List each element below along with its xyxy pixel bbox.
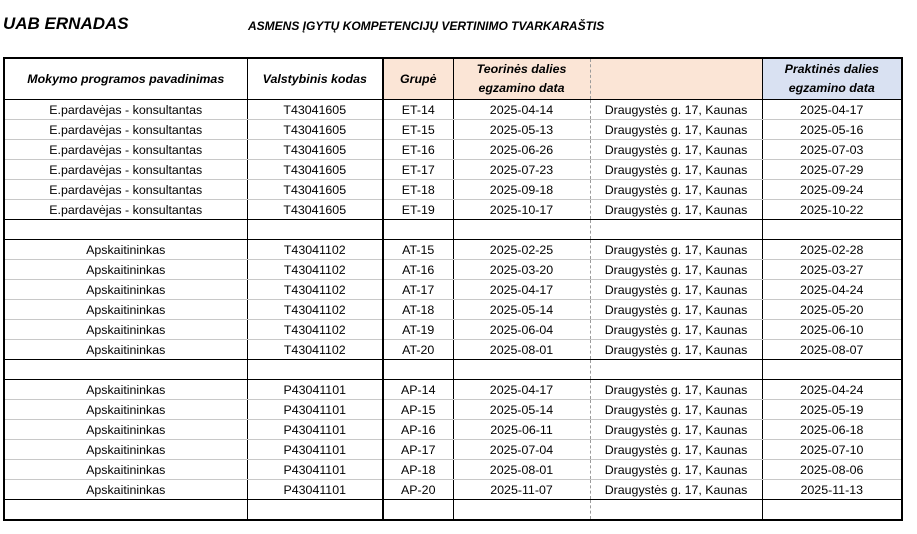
cell-location: Draugystės g. 17, Kaunas <box>590 160 762 180</box>
cell-practice-date: 2025-03-27 <box>762 260 902 280</box>
cell-theory-date: 2025-06-26 <box>453 140 590 160</box>
cell-theory-date: 2025-09-18 <box>453 180 590 200</box>
cell-code: T43041605 <box>247 180 383 200</box>
cell-location: Draugystės g. 17, Kaunas <box>590 260 762 280</box>
cell-location: Draugystės g. 17, Kaunas <box>590 440 762 460</box>
header-location <box>590 58 762 100</box>
cell-location: Draugystės g. 17, Kaunas <box>590 240 762 260</box>
cell-theory-date: 2025-06-11 <box>453 420 590 440</box>
cell-group: AP-16 <box>383 420 453 440</box>
table-row <box>4 260 902 280</box>
cell-program: E.pardavėjas - konsultantas <box>4 140 247 160</box>
cell-code: T43041605 <box>247 100 383 120</box>
cell-program: E.pardavėjas - konsultantas <box>4 160 247 180</box>
cell-program: Apskaitininkas <box>4 260 247 280</box>
cell-group: AP-20 <box>383 480 453 500</box>
cell-code: T43041102 <box>247 280 383 300</box>
cell-theory-date: 2025-05-13 <box>453 120 590 140</box>
cell-theory-date <box>453 500 590 521</box>
cell-practice-date: 2025-07-03 <box>762 140 902 160</box>
cell-code: P43041101 <box>247 400 383 420</box>
cell-theory-date: 2025-04-14 <box>453 100 590 120</box>
cell-group: ET-18 <box>383 180 453 200</box>
cell-practice-date: 2025-05-19 <box>762 400 902 420</box>
cell-group: ET-16 <box>383 140 453 160</box>
cell-group: AT-20 <box>383 340 453 360</box>
cell-code: T43041102 <box>247 260 383 280</box>
table-row <box>4 180 902 200</box>
cell-location: Draugystės g. 17, Kaunas <box>590 100 762 120</box>
cell-practice-date: 2025-07-29 <box>762 160 902 180</box>
cell-group <box>383 500 453 521</box>
cell-location: Draugystės g. 17, Kaunas <box>590 180 762 200</box>
cell-code: T43041605 <box>247 160 383 180</box>
cell-location: Draugystės g. 17, Kaunas <box>590 120 762 140</box>
cell-program: Apskaitininkas <box>4 240 247 260</box>
cell-theory-date: 2025-02-25 <box>453 240 590 260</box>
cell-program <box>4 500 247 521</box>
document-title: ASMENS ĮGYTŲ KOMPETENCIJŲ VERTINIMO TVARKARAŠTIS <box>248 19 605 33</box>
header-theory-line1: Teorinės dalies <box>476 62 567 76</box>
cell-practice-date: 2025-04-24 <box>762 280 902 300</box>
table-row <box>4 500 902 521</box>
cell-program: E.pardavėjas - konsultantas <box>4 200 247 220</box>
cell-theory-date: 2025-05-14 <box>453 300 590 320</box>
cell-group: AP-14 <box>383 380 453 400</box>
cell-location: Draugystės g. 17, Kaunas <box>590 460 762 480</box>
cell-code: P43041101 <box>247 380 383 400</box>
company-name: UAB ERNADAS <box>3 14 129 33</box>
cell-code: P43041101 <box>247 460 383 480</box>
cell-code: T43041605 <box>247 120 383 140</box>
table-row <box>4 460 902 480</box>
cell-practice-date: 2025-04-24 <box>762 380 902 400</box>
cell-program: Apskaitininkas <box>4 480 247 500</box>
cell-group: AT-19 <box>383 320 453 340</box>
table-row <box>4 100 902 120</box>
cell-group: AT-17 <box>383 280 453 300</box>
cell-program: Apskaitininkas <box>4 440 247 460</box>
table-row <box>4 240 902 260</box>
cell-practice-date: 2025-11-13 <box>762 480 902 500</box>
cell-program <box>4 360 247 380</box>
cell-practice-date <box>762 360 902 380</box>
cell-theory-date: 2025-11-07 <box>453 480 590 500</box>
table-row <box>4 200 902 220</box>
cell-code: P43041101 <box>247 480 383 500</box>
cell-location <box>590 360 762 380</box>
table-row <box>4 360 902 380</box>
cell-theory-date <box>453 220 590 240</box>
header-practice-date <box>762 58 902 100</box>
header-theory-line2: egzamino data <box>478 81 565 95</box>
table-row <box>4 280 902 300</box>
table-row <box>4 320 902 340</box>
cell-group: AT-18 <box>383 300 453 320</box>
cell-group: AP-15 <box>383 400 453 420</box>
cell-location: Draugystės g. 17, Kaunas <box>590 300 762 320</box>
cell-code: T43041605 <box>247 140 383 160</box>
cell-practice-date: 2025-05-20 <box>762 300 902 320</box>
cell-code: T43041605 <box>247 200 383 220</box>
cell-location: Draugystės g. 17, Kaunas <box>590 340 762 360</box>
cell-location: Draugystės g. 17, Kaunas <box>590 380 762 400</box>
schedule-table <box>3 57 903 521</box>
cell-theory-date: 2025-03-20 <box>453 260 590 280</box>
cell-program: Apskaitininkas <box>4 320 247 340</box>
cell-theory-date: 2025-08-01 <box>453 340 590 360</box>
cell-code: P43041101 <box>247 420 383 440</box>
header-group: Grupė <box>383 58 453 100</box>
table-row <box>4 220 902 240</box>
cell-program: Apskaitininkas <box>4 420 247 440</box>
table-row <box>4 340 902 360</box>
cell-group: AT-15 <box>383 240 453 260</box>
cell-practice-date: 2025-07-10 <box>762 440 902 460</box>
cell-program: Apskaitininkas <box>4 340 247 360</box>
header-practice-line1: Praktinės dalies <box>784 62 879 76</box>
cell-program: Apskaitininkas <box>4 300 247 320</box>
cell-code: P43041101 <box>247 440 383 460</box>
cell-location: Draugystės g. 17, Kaunas <box>590 400 762 420</box>
cell-group: ET-17 <box>383 160 453 180</box>
table-header-row <box>4 58 902 100</box>
cell-group: AP-17 <box>383 440 453 460</box>
table-row <box>4 300 902 320</box>
cell-program: Apskaitininkas <box>4 380 247 400</box>
table-row <box>4 400 902 420</box>
cell-code: T43041102 <box>247 240 383 260</box>
cell-location: Draugystės g. 17, Kaunas <box>590 320 762 340</box>
cell-code: T43041102 <box>247 300 383 320</box>
table-row <box>4 420 902 440</box>
cell-practice-date: 2025-10-22 <box>762 200 902 220</box>
header-program: Mokymo programos pavadinimas <box>4 58 247 100</box>
cell-location <box>590 220 762 240</box>
cell-group: AP-18 <box>383 460 453 480</box>
cell-theory-date: 2025-07-23 <box>453 160 590 180</box>
table-row <box>4 440 902 460</box>
cell-practice-date <box>762 220 902 240</box>
cell-theory-date: 2025-04-17 <box>453 280 590 300</box>
cell-code <box>247 500 383 521</box>
cell-theory-date: 2025-08-01 <box>453 460 590 480</box>
cell-program: Apskaitininkas <box>4 460 247 480</box>
cell-practice-date: 2025-08-07 <box>762 340 902 360</box>
cell-program: E.pardavėjas - konsultantas <box>4 100 247 120</box>
cell-group <box>383 220 453 240</box>
cell-theory-date: 2025-10-17 <box>453 200 590 220</box>
cell-practice-date: 2025-06-10 <box>762 320 902 340</box>
cell-location: Draugystės g. 17, Kaunas <box>590 420 762 440</box>
cell-location: Draugystės g. 17, Kaunas <box>590 200 762 220</box>
cell-practice-date: 2025-06-18 <box>762 420 902 440</box>
cell-location: Draugystės g. 17, Kaunas <box>590 480 762 500</box>
cell-theory-date: 2025-05-14 <box>453 400 590 420</box>
cell-group: ET-19 <box>383 200 453 220</box>
cell-practice-date: 2025-09-24 <box>762 180 902 200</box>
cell-theory-date: 2025-06-04 <box>453 320 590 340</box>
cell-theory-date: 2025-07-04 <box>453 440 590 460</box>
cell-program: E.pardavėjas - konsultantas <box>4 180 247 200</box>
cell-code: T43041102 <box>247 340 383 360</box>
cell-practice-date: 2025-08-06 <box>762 460 902 480</box>
cell-group: ET-14 <box>383 100 453 120</box>
cell-location: Draugystės g. 17, Kaunas <box>590 140 762 160</box>
cell-practice-date: 2025-02-28 <box>762 240 902 260</box>
table-row <box>4 120 902 140</box>
cell-practice-date: 2025-05-16 <box>762 120 902 140</box>
cell-code <box>247 360 383 380</box>
cell-program <box>4 220 247 240</box>
cell-group: ET-15 <box>383 120 453 140</box>
table-row <box>4 380 902 400</box>
cell-group: AT-16 <box>383 260 453 280</box>
header-practice-line2: egzamino data <box>788 81 875 95</box>
table-row <box>4 140 902 160</box>
header-theory-date <box>453 58 590 100</box>
cell-group <box>383 360 453 380</box>
cell-program: Apskaitininkas <box>4 280 247 300</box>
table-row <box>4 160 902 180</box>
cell-location: Draugystės g. 17, Kaunas <box>590 280 762 300</box>
cell-program: Apskaitininkas <box>4 400 247 420</box>
table-row <box>4 480 902 500</box>
cell-location <box>590 500 762 521</box>
header-code: Valstybinis kodas <box>247 58 383 100</box>
cell-code <box>247 220 383 240</box>
cell-program: E.pardavėjas - konsultantas <box>4 120 247 140</box>
cell-practice-date: 2025-04-17 <box>762 100 902 120</box>
cell-theory-date: 2025-04-17 <box>453 380 590 400</box>
cell-code: T43041102 <box>247 320 383 340</box>
cell-practice-date <box>762 500 902 521</box>
cell-theory-date <box>453 360 590 380</box>
